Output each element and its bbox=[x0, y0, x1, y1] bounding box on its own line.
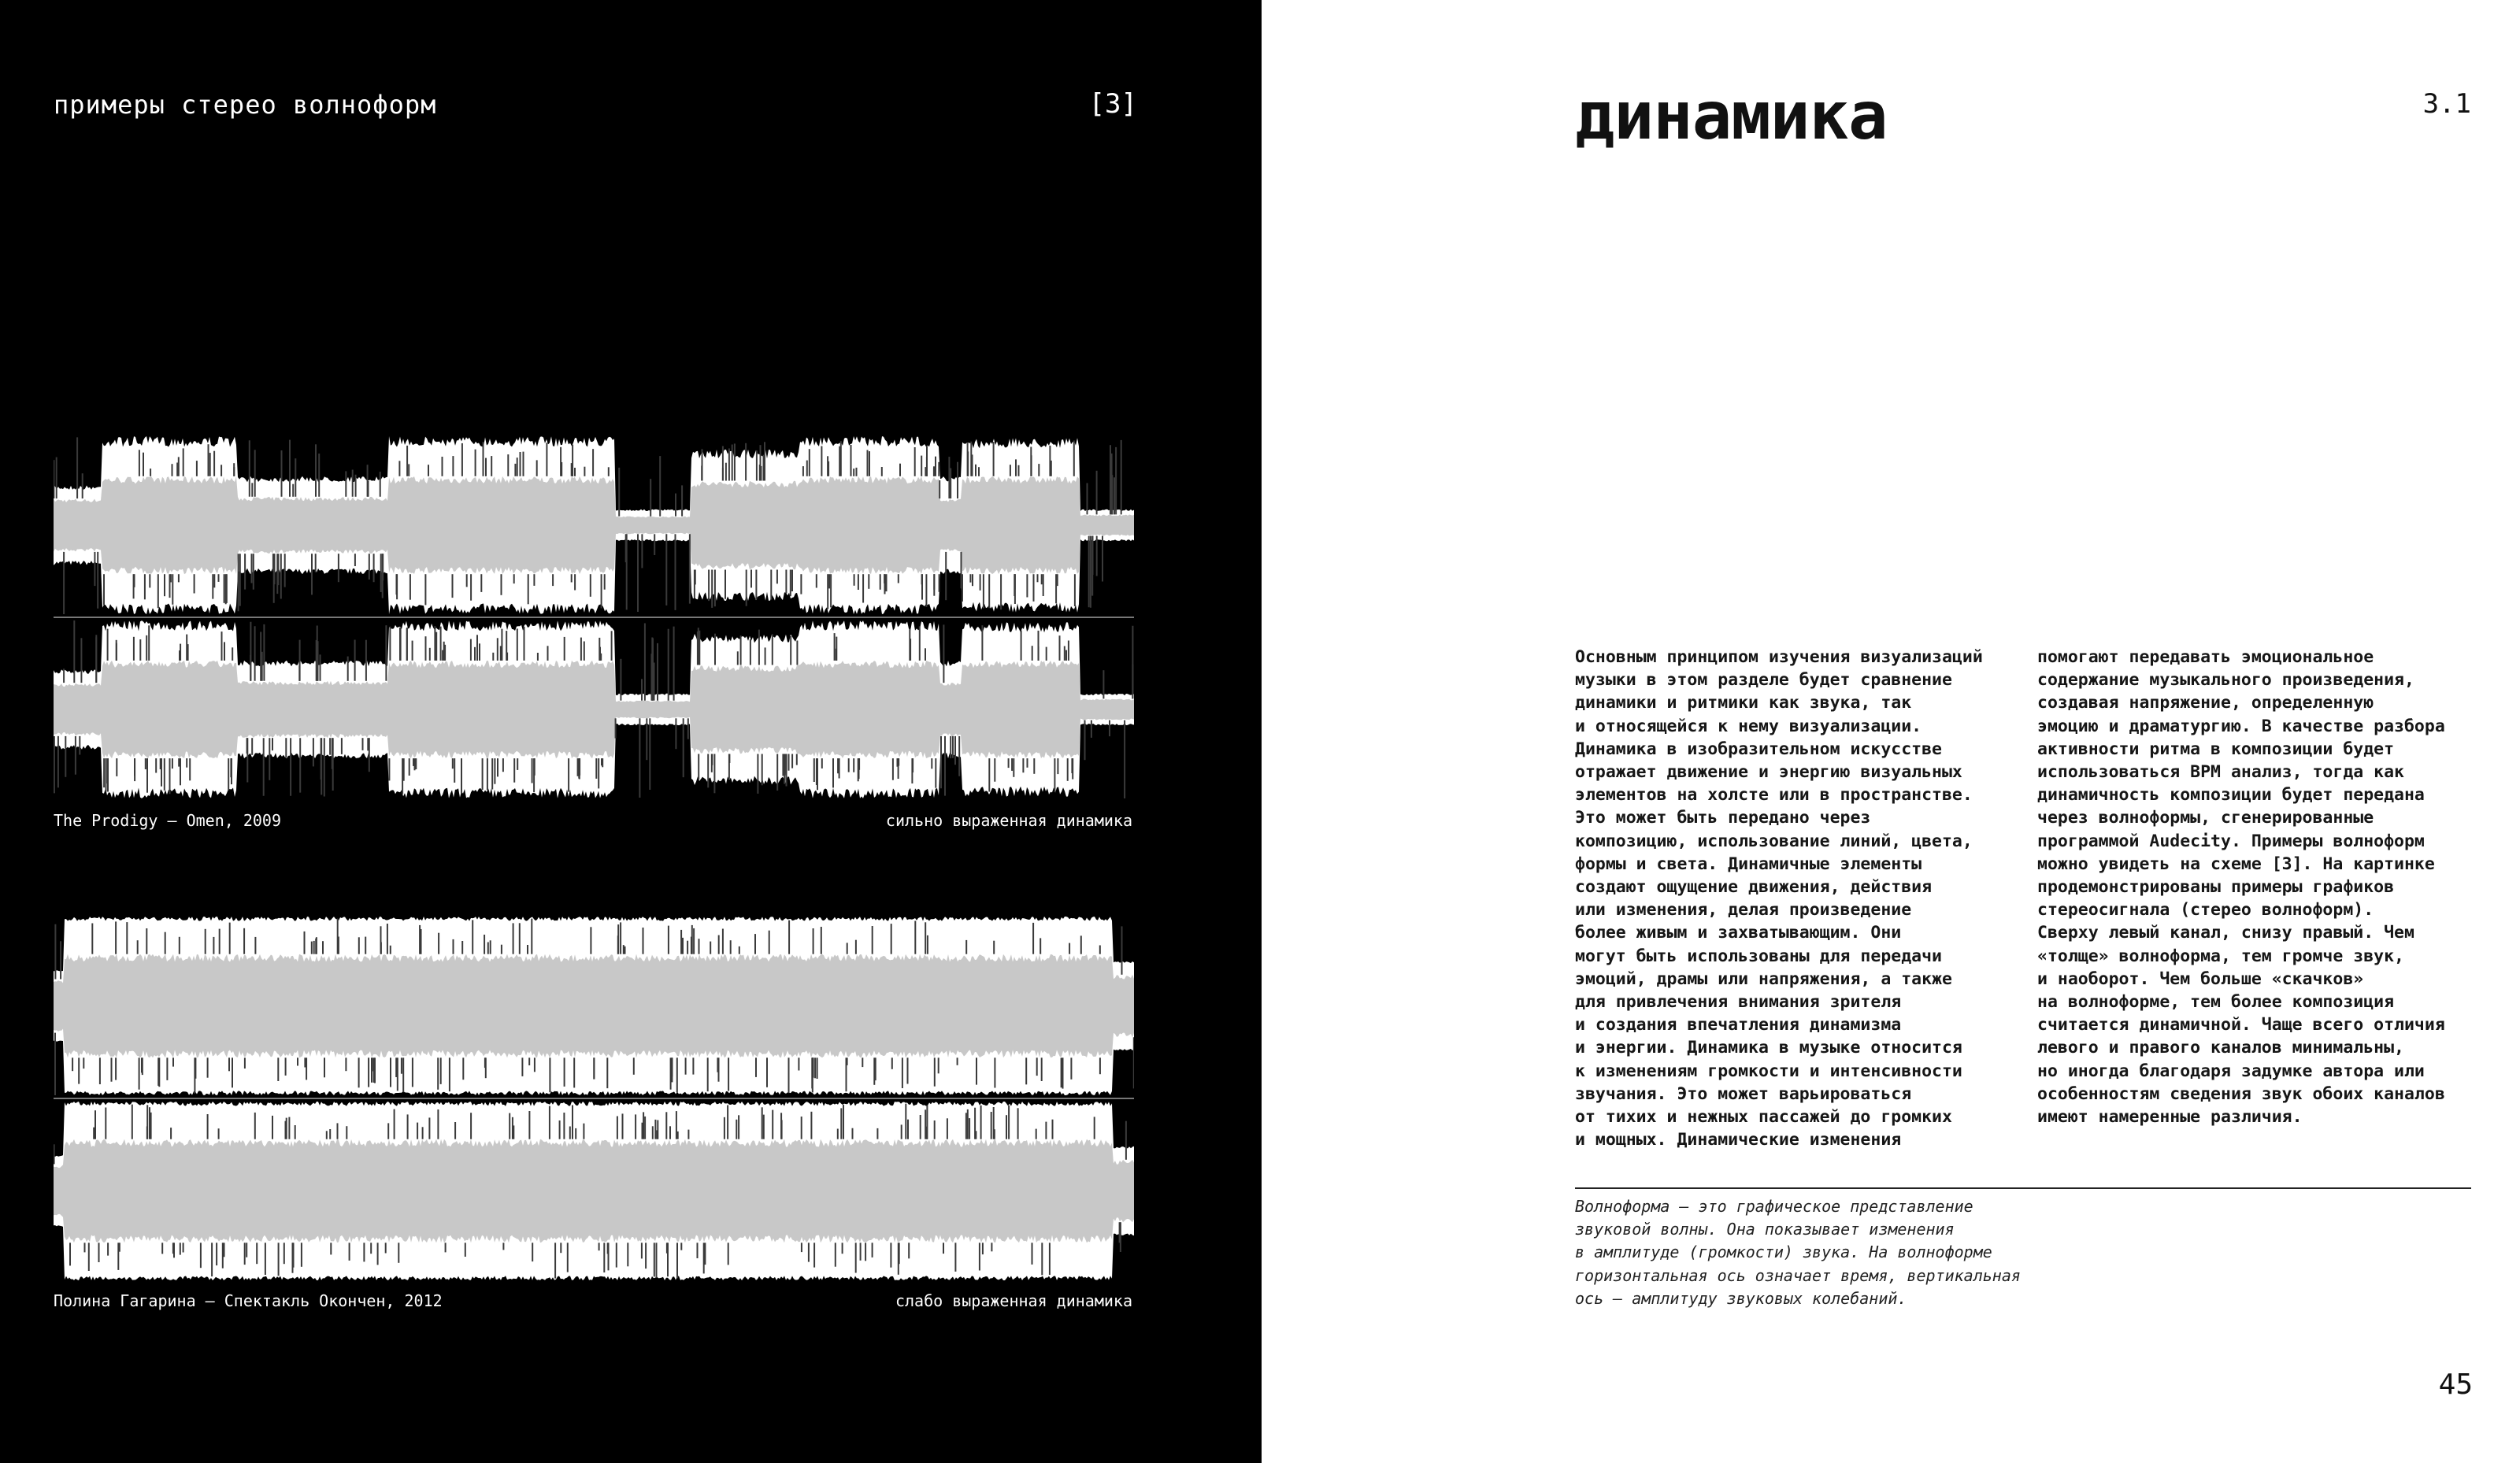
waveform-rms-channel-1 bbox=[54, 476, 1134, 574]
section-number: 3.1 bbox=[2422, 88, 2471, 120]
body-text-column-left: Основным принципом изучения визуализаций музыки в этом разделе будет сравнение динамики и ритмики как звука, так и относящейся к нему визуализации. Динамика в изобразительном искусстве отражает движение и энергию визуальных элементов на холсте или в пространстве. Это может быть передано через композицию, использование линий, цвета, формы и света. Динамичные элементы создают ощущение движения, действия или изменения, делая произведение более живым и захватывающим. Они могут быть использованы для передачи эмоций, драмы или напряжения, а также для привлечения внимания зрителя и создания впечатления динамизма и энергии. Динамика в музыке относится к изменениям громкости и интенсивности звучания. Это может варьироваться от тихих и нежных пассажей до громких и мощных. Динамические изменения bbox=[1575, 647, 1983, 1150]
footnote-divider bbox=[1575, 1187, 2471, 1189]
section-title: динамика bbox=[1575, 77, 1888, 154]
waveform-rms-channel-1 bbox=[54, 954, 1134, 1058]
waveform-graphic bbox=[54, 433, 1134, 802]
waveform-rms-channel-2 bbox=[54, 1139, 1134, 1243]
waveform-caption-left: The Prodigy – Omen, 2009 bbox=[54, 811, 281, 830]
waveform-rms-channel-2 bbox=[54, 661, 1134, 758]
waveform-graphic bbox=[54, 913, 1134, 1283]
body-text-column-right: помогают передавать эмоциональное содержание музыкального произведения, создавая напряжение, определенную эмоцию и драматургию. В качестве разбора активности ритма в композиции будет использоваться BPM анализ, тогда как динамичность композиции будет передана через волноформы, сгенерированные программой Audecity. Примеры волноформ можно увидеть на схеме [3]. На картинке продемонстрированы примеры графиков стереосигнала (стерео волноформ). Сверху левый канал, снизу правый. Чем «толще» волноформа, тем громче звук, и наоборот. Чем больше «скачков» на волноформе, тем более композиция считается динамичной. Чаще всего отличия левого и правого каналов минимальны, но иногда благодаря задумке автора или особенностям сведения звук обоих каналов имеют намеренные различия. bbox=[2037, 647, 2445, 1128]
waveform-gagarina-spektakl bbox=[54, 913, 1134, 1283]
right-page bbox=[1262, 0, 2520, 1463]
footnote: Волноформа – это графическое представление звуковой волны. Она показывает изменения в амплитуде (громкости) звука. На волноформе горизонтальная ось означает время, вертикальная ось – амплитуду звуковых колебаний. bbox=[1575, 1197, 2021, 1308]
spread-title: примеры стерео волноформ bbox=[54, 90, 437, 120]
waveform-caption-left: Полина Гагарина – Спектакль Окончен, 2012 bbox=[54, 1291, 443, 1310]
waveform-caption-right: слабо выраженная динамика bbox=[895, 1291, 1132, 1310]
page-number: 45 bbox=[2438, 1369, 2473, 1401]
figure-reference: [3] bbox=[1088, 88, 1137, 120]
waveform-prodigy-omen bbox=[54, 433, 1134, 802]
waveform-caption-right: сильно выраженная динамика bbox=[885, 811, 1132, 830]
